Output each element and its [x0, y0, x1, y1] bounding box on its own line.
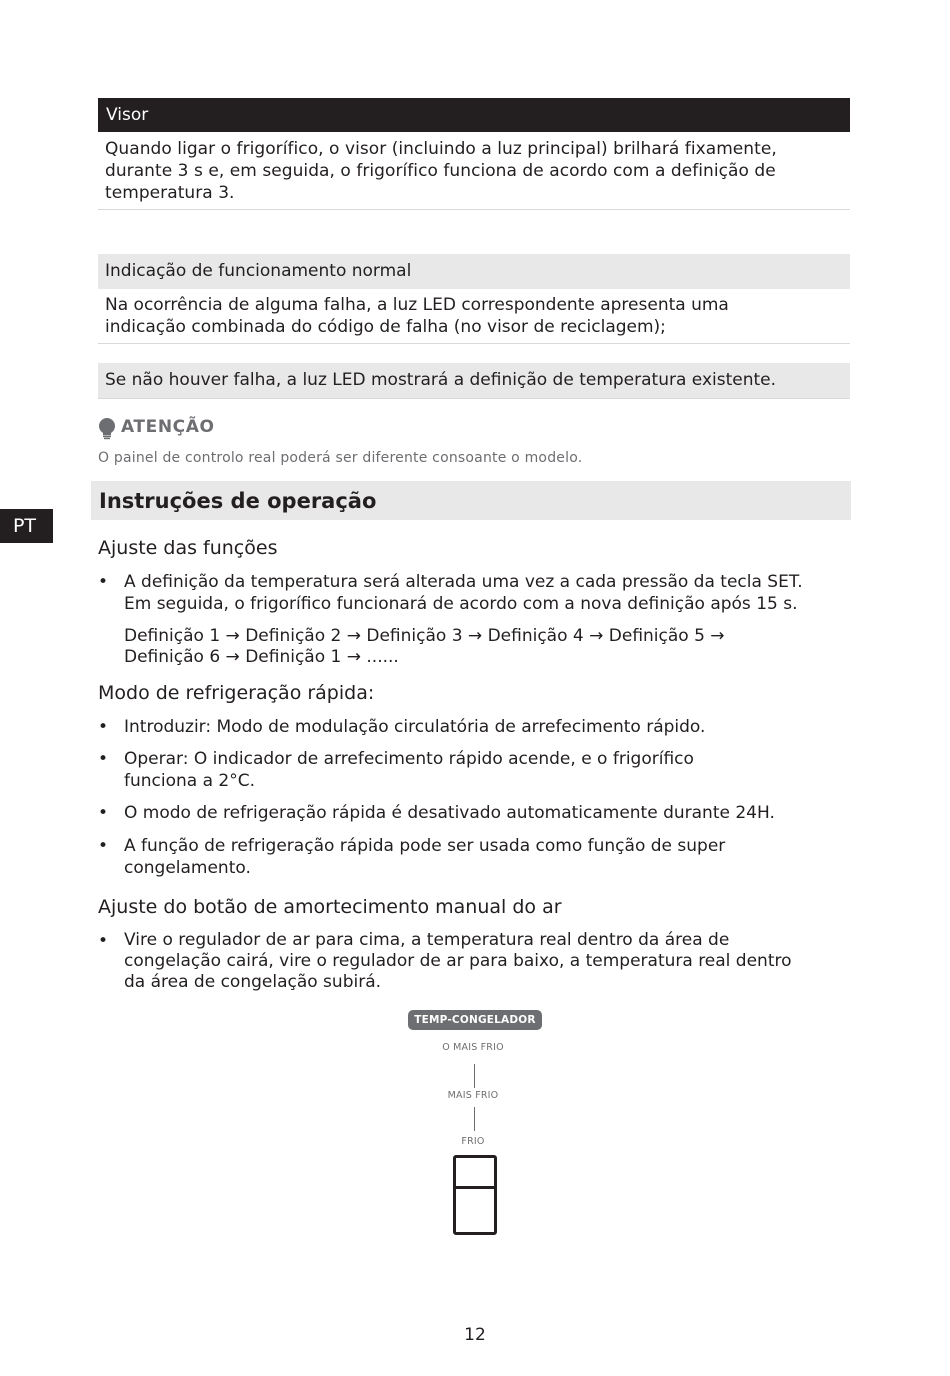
cold-label: FRIO — [461, 1136, 485, 1147]
rapid-item-line: congelamento. — [124, 858, 251, 878]
rapid-item-line: Operar: O indicador de arrefecimento rápido acende, e o frigorífico — [124, 749, 694, 769]
freezer-temp-badge: TEMP-CONGELADOR — [408, 1010, 542, 1030]
rapid-item-line: A função de refrigeração rápida pode ser usada como função de super — [124, 836, 726, 856]
bullet: • — [98, 931, 109, 951]
scale-line — [474, 1064, 475, 1088]
bullet: • — [98, 749, 109, 769]
no-fault-row: Se não houver falha, a luz LED mostrará a definição de temperatura existente. — [98, 363, 850, 398]
damper-line: congelação cairá, vire o regulador de ar para baixo, a temperatura real dentro — [124, 951, 792, 971]
damper-text — [124, 930, 854, 993]
page-number: 12 — [464, 1325, 486, 1345]
bullet: • — [98, 717, 109, 737]
indication-description — [105, 294, 845, 338]
rapid-item — [124, 835, 854, 879]
attention-text: O painel de controlo real poderá ser diferente consoante o modelo. — [98, 450, 583, 466]
visor-line: temperatura 3. — [105, 183, 235, 203]
settings-sequence — [124, 626, 854, 668]
fridge-icon — [453, 1155, 497, 1235]
damper-line: da área de congelação subirá. — [124, 972, 382, 992]
language-tab: PT — [0, 509, 53, 543]
rapid-title: Modo de refrigeração rápida: — [98, 682, 375, 704]
coldest-label: O MAIS FRIO — [442, 1042, 504, 1053]
rapid-item-line: funciona a 2°C. — [124, 771, 256, 791]
rapid-item-line: O modo de refrigeração rápida é desativado automaticamente durante 24H. — [124, 803, 775, 823]
fridge-divider — [456, 1186, 494, 1189]
divider — [98, 343, 850, 344]
scale-line — [474, 1107, 475, 1131]
attention-title: ATENÇÃO — [121, 417, 215, 437]
bullet: • — [98, 572, 109, 592]
functions-line: A definição da temperatura será alterada uma vez a cada pressão da tecla SET. — [124, 572, 803, 592]
lightbulb-icon — [98, 418, 116, 440]
visor-line: Quando ligar o frigorífico, o visor (incluindo a luz principal) brilhará fixamente, — [105, 139, 777, 159]
divider — [98, 398, 850, 399]
indication-line: Na ocorrência de alguma falha, a luz LED correspondente apresenta uma — [105, 295, 729, 315]
rapid-item-line: Introduzir: Modo de modulação circulatória de arrefecimento rápido. — [124, 717, 706, 737]
sequence-line: Definição 1 → Definição 2 → Definição 3 → Definição 4 → Definição 5 → — [124, 626, 725, 646]
bullet: • — [98, 836, 109, 856]
damper-line: Vire o regulador de ar para cima, a temperatura real dentro da área de — [124, 930, 730, 950]
section-title: Instruções de operação — [91, 481, 851, 520]
functions-title: Ajuste das funções — [98, 537, 278, 559]
functions-text — [124, 571, 854, 615]
visor-header: Visor — [98, 98, 850, 132]
bullet: • — [98, 803, 109, 823]
rapid-item — [124, 748, 854, 792]
sequence-line: Definição 6 → Definição 1 → ...... — [124, 647, 399, 667]
colder-label: MAIS FRIO — [447, 1090, 499, 1101]
visor-line: durante 3 s e, em seguida, o frigorífico funciona de acordo com a definição de — [105, 161, 776, 181]
rapid-item — [124, 802, 854, 824]
rapid-item — [124, 716, 854, 738]
functions-line: Em seguida, o frigorífico funcionará de acordo com a nova definição após 15 s. — [124, 594, 798, 614]
visor-description — [105, 138, 840, 204]
indication-header: Indicação de funcionamento normal — [98, 254, 850, 289]
indication-line: indicação combinada do código de falha (no visor de reciclagem); — [105, 317, 666, 337]
divider — [98, 209, 850, 210]
damper-title: Ajuste do botão de amortecimento manual do ar — [98, 896, 562, 918]
